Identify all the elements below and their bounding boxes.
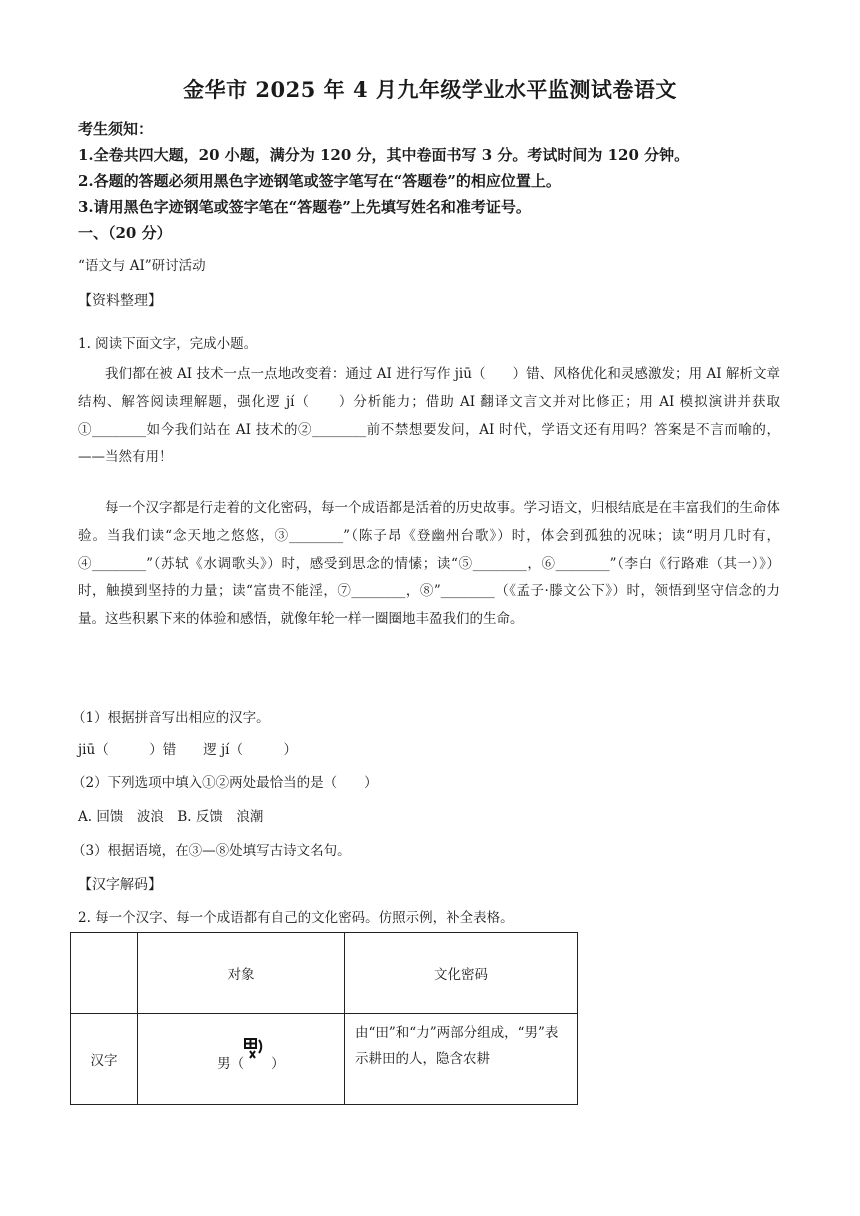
table-row: [71, 1014, 578, 1105]
reading-paragraph-1: 我们都在被 AI 技术一点一点地改变着：通过 AI 进行写作 jiū（ ）错、风格优化和灵感激发；用 AI 解析文章结构、解答阅读理解题，强化逻 jí（ ）分析能力；借助 AI 翻译文言文并对比修正；用 AI 模拟演讲并获取①________如今我们站在 AI 技术的②________前不禁想要发问，AI 时代，学语文还有用吗？答案是不言而喻的，——当然有用！: [78, 366, 780, 466]
table-cell-object: [138, 1014, 345, 1105]
notice-item-1: 1.全卷共四大题，20 小题，满分为 120 分，其中卷面书写 3 分。考试时间为 120 分钟。: [78, 146, 690, 164]
notice-heading: 考生须知：: [78, 120, 154, 138]
part-a-heading: 【资料整理】: [78, 293, 162, 309]
q1-sub1: （1）根据拼音写出相应的汉字。: [72, 710, 270, 726]
q1-sub2-options: A. 回馈 波浪 B. 反馈 浪潮: [78, 809, 264, 825]
table-cell-type: 汉字: [71, 1014, 138, 1105]
reading-paragraph-2: 每一个汉字都是行走着的文化密码，每一个成语都是活着的历史故事。学习语文，归根结底是在丰富我们的生命体验。当我们读“念天地之悠悠，③________”（陈子昂《登幽州台歌》）时，体会到孤独的况味；读“明月几时有，④________”（苏轼《水调歌头》）时，感受到思念的情愫；读“⑤________，⑥________”（李白《行路难（其一）》）时，触摸到坚持的力量；读“富贵不能淫，⑦________，⑧”________（《孟子·滕文公下》）时，领悟到坚守信念的力量。这些积累下来的体验和感悟，就像年轮一样一圈圈地丰盈我们的生命。: [78, 500, 780, 628]
culture-code-table: [70, 932, 578, 1105]
table-header-cell: 对象: [138, 933, 345, 1014]
q1-sub2: （2）下列选项中填入①②两处最恰当的是（ ）: [72, 775, 378, 791]
q1-sub3: （3）根据语境，在③—⑧处填写古诗文名句。: [72, 843, 351, 859]
part-b-heading: 【汉字解码】: [78, 877, 162, 893]
ancient-glyph-icon: [243, 1038, 265, 1058]
notice-item-2: 2.各题的答题必须用黑色字迹钢笔或签字笔写在“答题卷”的相应位置上。: [78, 172, 561, 190]
section-one-heading: 一、（20 分）: [78, 224, 172, 242]
page-title: 金华市 2025 年 4 月九年级学业水平监测试卷语文: [183, 77, 677, 102]
notice-item-3: 3.请用黑色字迹钢笔或签字笔在“答题卷”上先填写姓名和准考证号。: [78, 198, 531, 216]
table-header-cell: [71, 933, 138, 1014]
activity-title: “语文与 AI”研讨活动: [78, 258, 206, 274]
q1-intro: 1. 阅读下面文字，完成小题。: [78, 336, 258, 352]
q1-sub1-blanks: jiū（ ）错 逻 jí（ ）: [78, 742, 297, 758]
table-header-cell: 文化密码: [345, 933, 578, 1014]
object-label: 男（ ）: [217, 1056, 285, 1072]
q2-intro: 2. 每一个汉字、每一个成语都有自己的文化密码。仿照示例，补全表格。: [78, 910, 514, 926]
table-header-row: [71, 933, 578, 1014]
table-cell-meaning: 由“田”和“力”两部分组成，“男”表示耕田的人，隐含农耕: [345, 1014, 578, 1105]
